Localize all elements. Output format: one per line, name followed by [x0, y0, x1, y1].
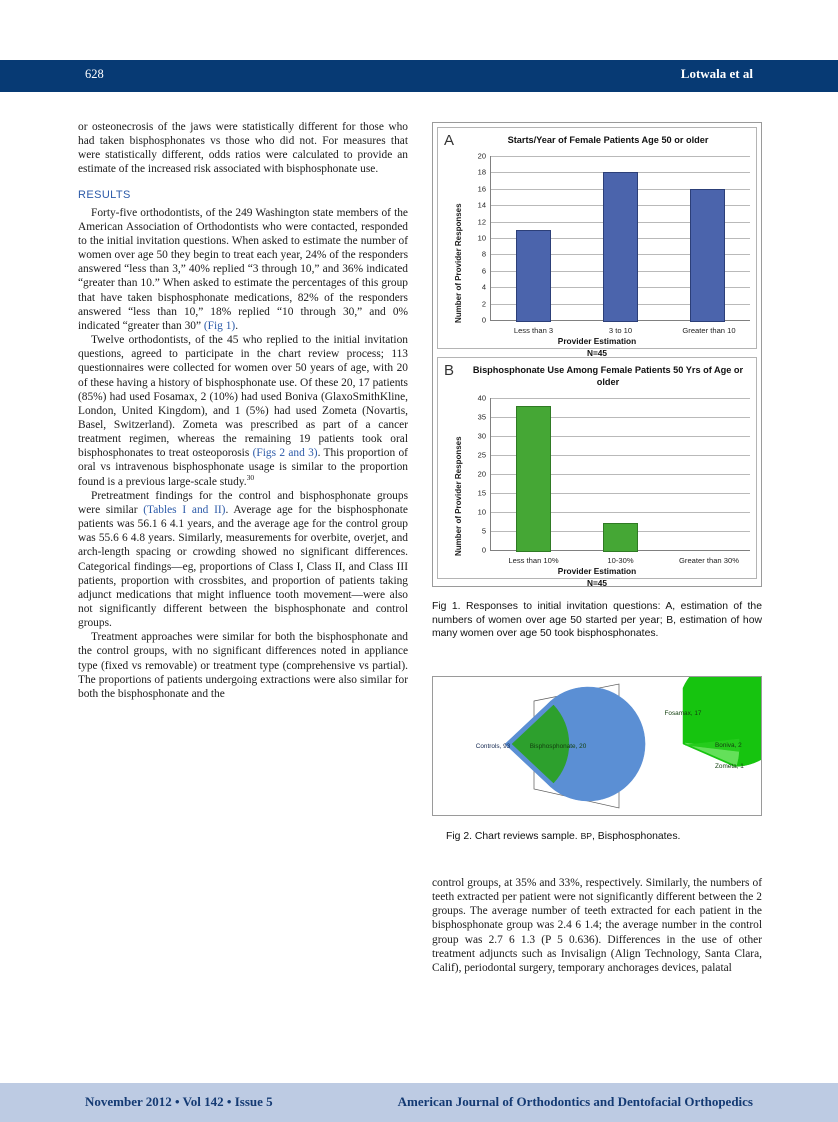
left-text-column	[78, 120, 408, 701]
figure-2-caption-abbrev: BP	[580, 831, 593, 841]
figure-1-caption-label: Fig 1.	[432, 601, 461, 612]
panel-a-ytick: 16	[477, 184, 486, 194]
pie-label-controls: Controls, 93	[475, 743, 511, 750]
panel-b-plot	[438, 358, 756, 588]
paragraph-results-1	[78, 206, 408, 333]
panel-b-title: Bisphosphonate Use Among Female Patients 50 Yrs of Age or older	[472, 365, 744, 387]
panel-a-y-axis-label: Number of Provider Responses	[454, 203, 463, 323]
panel-b-y-axis	[490, 398, 491, 551]
panel-b-xtick: Greater than 30%	[679, 556, 739, 565]
paragraph-results-3-text-a: Pretreatment findings for the control and bisphosphonate groups were similar	[78, 489, 408, 516]
figure-1-caption	[432, 600, 762, 641]
paragraph-results-3-text-b: . Average age for the bisphosphonate patients was 56.1 6 4.1 years, and the average age for the control group was 55.6 6 4.8 years. Similarly, measurements for overbite, overjet, and arch-length spacing or crowding showed no significant differences. Categorical findings—eg, proportions of Class I, Class II, and Class III patients, proportion with crossbites, and proportion of patients taking adjunct medications that might influence tooth movement—were also not significantly different between the bisphosphonate and control groups.	[78, 503, 408, 630]
panel-b-ytick: 35	[477, 412, 486, 422]
paragraph-results-3	[78, 489, 408, 631]
panel-a-x-axis-subtitle: N=45	[586, 348, 608, 358]
panel-b-ytick: 15	[477, 488, 486, 498]
xref-figs2-3[interactable]: (Figs 2 and 3)	[252, 447, 318, 460]
footer-issue-info: November 2012 • Vol 142 • Issue 5	[85, 1094, 273, 1109]
panel-a-bar	[690, 189, 725, 322]
pie-label-zometa: Zometa, 1	[715, 763, 744, 770]
panel-b-x-axis-title: Provider Estimation	[557, 566, 637, 576]
panel-a-ytick: 18	[477, 167, 486, 177]
footer-journal-name: American Journal of Orthodontics and Dentofacial Orthopedics	[397, 1094, 753, 1109]
panel-b-ytick: 5	[481, 526, 486, 536]
panel-a-xtick: 3 to 10	[608, 326, 633, 335]
panel-b-ytick: 20	[477, 469, 486, 479]
panel-a-ytick: 8	[481, 249, 486, 259]
panel-a-ytick: 14	[477, 200, 486, 210]
panel-a-letter: A	[444, 132, 455, 149]
panel-b-x-axis-subtitle: N=45	[586, 578, 608, 588]
panel-a-ytick: 2	[481, 299, 486, 309]
paragraph-results-1-tail: .	[235, 319, 239, 332]
panel-b-bar	[603, 523, 638, 552]
figure-1-panel-a	[437, 127, 757, 358]
figure-2-caption-text-b: , Bisphosphonates.	[592, 831, 681, 842]
figure-2-caption-text-a: Chart reviews sample.	[472, 831, 581, 842]
panel-b-xtick: 10-30%	[607, 556, 634, 565]
figure-2-box	[432, 676, 762, 816]
panel-a-ytick: 0	[481, 315, 486, 325]
panel-a-xtick: Less than 3	[513, 326, 554, 335]
panel-b-letter: B	[444, 362, 455, 379]
panel-a-ytick: 20	[477, 151, 486, 161]
page-number: 628	[85, 67, 104, 81]
panel-a-gridline	[490, 156, 750, 157]
panel-b-ytick: 0	[481, 545, 486, 555]
paragraph-right-continued: control groups, at 35% and 33%, respectively. Similarly, the numbers of teeth extracted per patient were not significantly different between the 2 groups. The average number of teeth extracted for each patient in the bisphosphonate group was 2.4 6 1.4; the average number in the control group was 2.7 6 1.3 (P 5 0.636). Differences in the use of other treatment adjuncts such as Invisalign (Align Technology, Santa Clara, Calif), periodontal surgery, temporary anchorages devices, palatal	[432, 877, 762, 974]
panel-b-ytick: 40	[477, 393, 486, 403]
panel-b-bar	[516, 406, 551, 552]
xref-fig1[interactable]: (Fig 1)	[203, 319, 236, 332]
running-head-authors: Lotwala et al	[680, 66, 753, 81]
panel-b-y-axis-label: Number of Provider Responses	[454, 436, 463, 556]
paragraph-results-1-text: Forty-five orthodontists, of the 249 Washington state members of the American Association of Orthodontists who were contacted, responded to the initial invitation questions. When asked to estimate the number of women over age 50 they begin to treat each year, 24% of the responders answered “less than 3,” 40% replied “3 through 10,” and 36% indicated “greater than 10.” When asked to estimate the percentages of this group that have taken bisphosphonate medications, 82% of the responders answered “less than 10,” 18% replied “10 through 30,” and 0% indicated “greater than 30”	[78, 206, 408, 332]
xref-tables-1-2[interactable]: (Tables I and II)	[143, 503, 226, 516]
paragraph-results-4: Treatment approaches were similar for both the bisphosphonate and the control groups, with no significant differences noted in appliance type (fixed vs removable) or treatment type (comprehensive vs partial). The proportions of patients undergoing extractions were also similar for both the bisphosphonate and the	[78, 631, 408, 700]
figure-1-panel-b	[437, 357, 757, 588]
pie-label-boniva: Boniva, 2	[715, 742, 742, 749]
panel-a-ytick: 12	[477, 217, 486, 227]
panel-b-xtick: Less than 10%	[508, 556, 559, 565]
panel-a-xtick: Greater than 10	[682, 326, 736, 335]
paragraph-results-2	[78, 333, 408, 489]
panel-b-gridline	[490, 398, 750, 399]
pie-label-fosamax: Fosamax, 17	[664, 710, 702, 717]
footer-bar	[0, 1083, 838, 1122]
paragraph-results-2-text-a: Twelve orthodontists, of the 45 who replied to the initial invitation questions, agreed to participate in the chart review process; 113 questionnaires were collected for women over 50 years of age, with 20 of these having a history of bisphosphonate use. Of these 20, 17 patients (85%) had used Fosamax, 2 (10%) had used Boniva (GlaxoSmithKline, London, United Kingdom), and 1 (5%) had used Zometa (Novartis, Basel, Switzerland). Zometa was prescribed as part of a cancer treatment regimen, whereas the remaining 19 patients took oral bisphosphonates to treat osteoporosis	[78, 334, 408, 460]
figure-1-caption-text: Responses to initial invitation questions: A, estimation of the numbers of women over age 50 started per year; B, estimation of how many women over age 50 took bisphosphonates.	[432, 601, 762, 640]
pie-label-bisphosphonate: Bisphosphonate, 20	[529, 743, 587, 750]
panel-a-bar	[516, 230, 551, 322]
panel-a-bar	[603, 172, 638, 322]
running-head-bar	[0, 60, 838, 92]
panel-a-x-axis-title: Provider Estimation	[557, 336, 637, 346]
right-text-column	[432, 876, 762, 975]
panel-b-ytick: 10	[477, 507, 486, 517]
figure-1-box	[432, 122, 762, 587]
section-heading-results: RESULTS	[78, 188, 131, 201]
panel-b-ytick: 25	[477, 450, 486, 460]
panel-a-y-axis	[490, 156, 491, 321]
panel-b-ytick: 30	[477, 431, 486, 441]
figure-2-caption-label: Fig 2.	[446, 831, 472, 842]
panel-a-ytick: 4	[481, 282, 486, 292]
panel-a-plot	[438, 128, 756, 358]
panel-a-ytick: 10	[477, 233, 486, 243]
paragraph-results-2-text-b: . This proportion of oral vs intravenous bisphosphonate usage is similar to the proportion found is a previous large-scale study.	[78, 447, 408, 488]
figure-2-caption	[446, 830, 751, 844]
paragraph-continued: or osteonecrosis of the jaws were statistically different for those who had taken bisphosphonates vs those who did not. For measures that were statistically different, odds ratios were calculated to provide an estimate of the increased risk associated with bisphosphonate use.	[78, 121, 408, 176]
citation-30[interactable]: 30	[246, 472, 255, 482]
panel-a-title: Starts/Year of Female Patients Age 50 or older	[507, 135, 709, 145]
panel-a-ytick: 6	[481, 266, 486, 276]
